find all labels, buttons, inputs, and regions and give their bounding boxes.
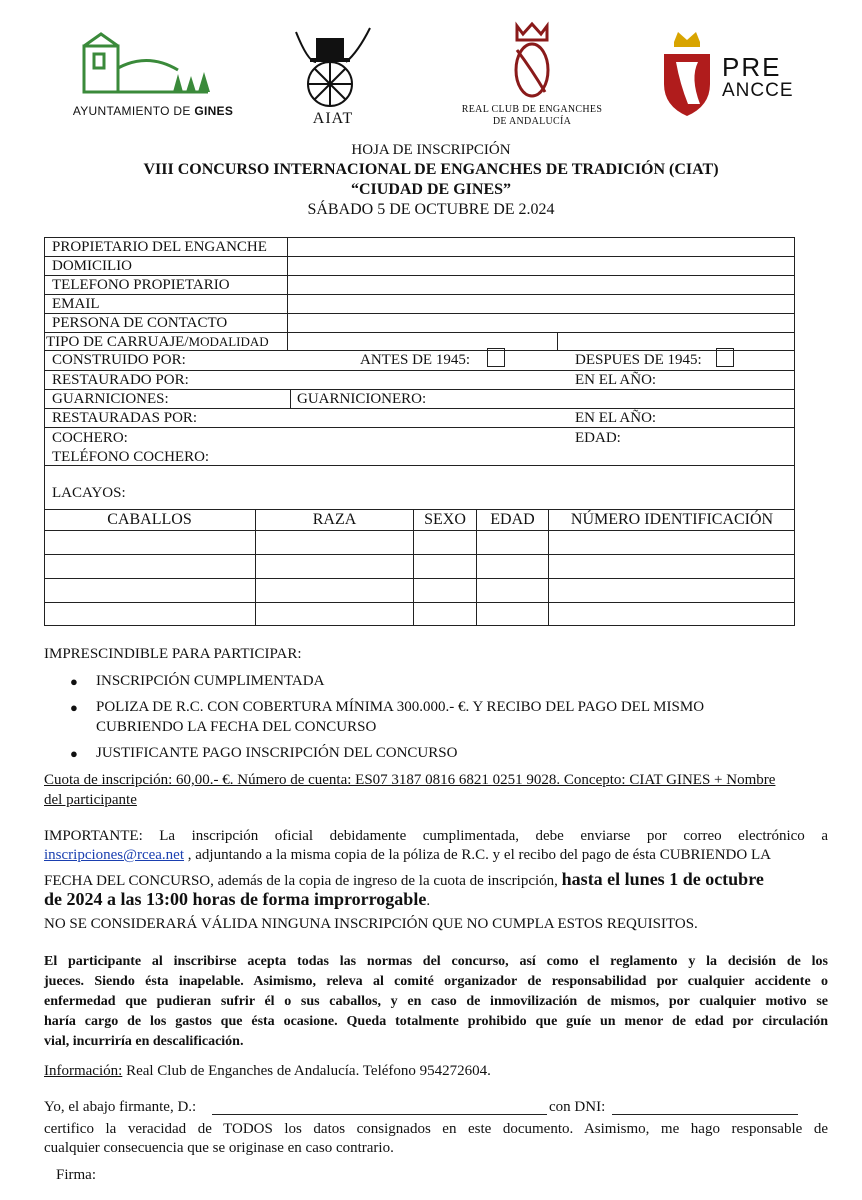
carriage-type-input[interactable]: [289, 333, 556, 349]
email-label: EMAIL: [52, 296, 100, 312]
important-line-4: [44, 889, 430, 910]
address-label: DOMICILIO: [52, 258, 132, 274]
requirement-item: INSCRIPCIÓN CUMPLIMENTADA: [96, 673, 325, 689]
horses-col-age: EDAD: [490, 511, 535, 528]
terms-line-2: jueces. Siendo ésta inapelable. Asimismo, releva al comité organizador de responsabilidad por cualquier accidente o: [44, 974, 828, 989]
requirement-item-cont: CUBRIENDO LA FECHA DEL CONCURSO: [96, 719, 377, 735]
crown-emblem-icon: [497, 20, 567, 102]
info-line: [44, 1063, 491, 1080]
signature-area[interactable]: [110, 1162, 410, 1192]
deadline-period: .: [426, 893, 431, 909]
aiat-logo-text: AIAT: [312, 110, 354, 127]
owner-input[interactable]: [289, 238, 794, 255]
harness-restored-year-label: EN EL AÑO:: [575, 410, 657, 426]
terms-line-4: haría cargo de los gastos que ésta ocasione. Queda totalmente prohibido que guíe un menor de edad por circulación: [44, 1014, 828, 1029]
pre-logo-line2: ANCCE: [722, 80, 794, 101]
restored-by-label: RESTAURADO POR:: [52, 372, 189, 388]
doc-type: HOJA DE INSCRIPCIÓN: [351, 142, 511, 158]
terms-line-3: enfermedad que pudieran sufrir él o sus caballos, y en caso de inmovilización de mismos, por cualquier motivo se: [44, 994, 828, 1009]
before-1945-label: ANTES DE 1945:: [360, 352, 470, 368]
before-1945-checkbox[interactable]: [487, 348, 505, 367]
carriage-wheel-icon: [288, 22, 378, 112]
aiat-logo: [288, 22, 378, 132]
page-title: VIII CONCURSO INTERNACIONAL DE ENGANCHES DE TRADICIÓN (CIAT): [143, 161, 719, 178]
contact-input[interactable]: [289, 314, 794, 331]
info-label: Información:: [44, 1063, 123, 1079]
declaration-dni-label: con DNI:: [549, 1099, 606, 1115]
harness-restored-by-label: RESTAURADAS POR:: [52, 410, 198, 426]
horses-col-breed: RAZA: [312, 511, 357, 528]
fee-line-1: Cuota de inscripción: 60,00.- €. Número de cuenta: ES07 3187 0816 6821 0251 9028. Concepto: CIAT GINES + Nombre: [44, 772, 776, 788]
info-text: Real Club de Enganches de Andalucía. Teléfono 954272604.: [122, 1063, 491, 1079]
carriage-type-label: [46, 333, 269, 351]
declarant-dni-input[interactable]: [612, 1114, 798, 1115]
rcea-logo: [452, 20, 612, 130]
gines-logo-text-bold: GINES: [194, 104, 234, 118]
coachman-age-label: EDAD:: [575, 430, 621, 446]
bullet-icon: ●: [70, 700, 78, 715]
important-line-3: [44, 869, 764, 890]
horses-rows[interactable]: [45, 531, 795, 626]
important-line-2-text: , adjuntando a la misma copia de la póliza de R.C. y el recibo del pago de ésta CUBRIENDO LA: [184, 847, 771, 863]
validity-warning: NO SE CONSIDERARÁ VÁLIDA NINGUNA INSCRIPCIÓN QUE NO CUMPLA ESTOS REQUISITOS.: [44, 916, 698, 932]
registration-email-link[interactable]: inscripciones@rcea.net: [44, 847, 185, 863]
coachman-phone-label: TELÉFONO COCHERO:: [52, 449, 210, 465]
after-1945-checkbox[interactable]: [716, 348, 734, 367]
requirement-item: POLIZA DE R.C. CON COBERTURA MÍNIMA 300.000.- €. Y RECIBO DEL PAGO DEL MISMO: [96, 699, 705, 715]
pre-crown-emblem-icon: [660, 28, 714, 118]
built-by-label: CONSTRUIDO POR:: [52, 352, 186, 368]
modality-input[interactable]: [559, 333, 794, 349]
horses-col-horse: CABALLOS: [107, 511, 192, 528]
horses-col-sex: SEXO: [424, 511, 466, 528]
deadline-a: hasta el lunes 1 de octubre: [561, 869, 764, 889]
coachman-label: COCHERO:: [52, 430, 128, 446]
important-line-1: IMPORTANTE: La inscripción oficial debidamente cumplimentada, debe enviarse por correo electrónico a: [44, 828, 828, 844]
owner-phone-input[interactable]: [289, 276, 794, 293]
signature-label: Firma:: [56, 1167, 96, 1183]
declaration-name-label: Yo, el abajo firmante, D.:: [44, 1099, 197, 1115]
owner-phone-label: TELEFONO PROPIETARIO: [52, 277, 230, 293]
important-line-3-text: FECHA DEL CONCURSO, además de la copia de ingreso de la cuota de inscripción,: [44, 873, 562, 889]
owner-label: PROPIETARIO DEL ENGANCHE: [52, 239, 267, 255]
after-1945-label: DESPUES DE 1945:: [575, 352, 702, 368]
deadline-b: de 2024 a las 13:00 horas de forma improrrogable: [44, 889, 427, 909]
harness-maker-label: GUARNICIONERO:: [297, 391, 427, 407]
ayuntamiento-gines-logo: [58, 28, 248, 123]
rcea-logo-line1: REAL CLUB DE ENGANCHES: [461, 104, 603, 115]
terms-line-1: El participante al inscribirse acepta todas las normas del concurso, así como el reglamento y la decisión de los: [44, 954, 828, 969]
event-date: SÁBADO 5 DE OCTUBRE DE 2.024: [307, 201, 555, 218]
fee-line-2: del participante: [44, 792, 137, 808]
page-subtitle: “CIUDAD DE GINES”: [350, 181, 512, 198]
grooms-label: LACAYOS:: [52, 485, 126, 501]
declaration-line-2: certifico la veracidad de TODOS los datos consignados en este documento. Asimismo, me hago responsable de: [44, 1121, 828, 1137]
declarant-name-input[interactable]: [212, 1114, 547, 1115]
town-hall-icon: [78, 32, 228, 96]
terms-line-5: vial, incurriría en descalificación.: [44, 1034, 244, 1049]
gines-logo-text: AYUNTAMIENTO DE: [72, 104, 195, 118]
contact-label: PERSONA DE CONTACTO: [52, 315, 228, 331]
harness-label: GUARNICIONES:: [52, 391, 169, 407]
restored-year-label: EN EL AÑO:: [575, 372, 657, 388]
pre-ancce-logo: [660, 28, 810, 123]
bullet-icon: ●: [70, 674, 78, 689]
carriage-type-text: TIPO DE CARRUAJE/: [46, 334, 189, 350]
address-input[interactable]: [289, 257, 794, 274]
requirements-heading: IMPRESCINDIBLE PARA PARTICIPAR:: [44, 646, 302, 662]
horses-col-id: NÚMERO IDENTIFICACIÓN: [570, 511, 774, 528]
important-line-2: [44, 847, 771, 864]
modality-text: MODALIDAD: [188, 334, 269, 349]
declaration-line-3: cualquier consecuencia que se originase en caso contrario.: [44, 1140, 394, 1156]
bullet-icon: ●: [70, 746, 78, 761]
pre-logo-line1: PRE: [722, 52, 782, 82]
requirement-item: JUSTIFICANTE PAGO INSCRIPCIÓN DEL CONCURSO: [96, 745, 458, 761]
rcea-logo-line2: DE ANDALUCÍA: [492, 116, 572, 127]
email-input[interactable]: [289, 295, 794, 312]
